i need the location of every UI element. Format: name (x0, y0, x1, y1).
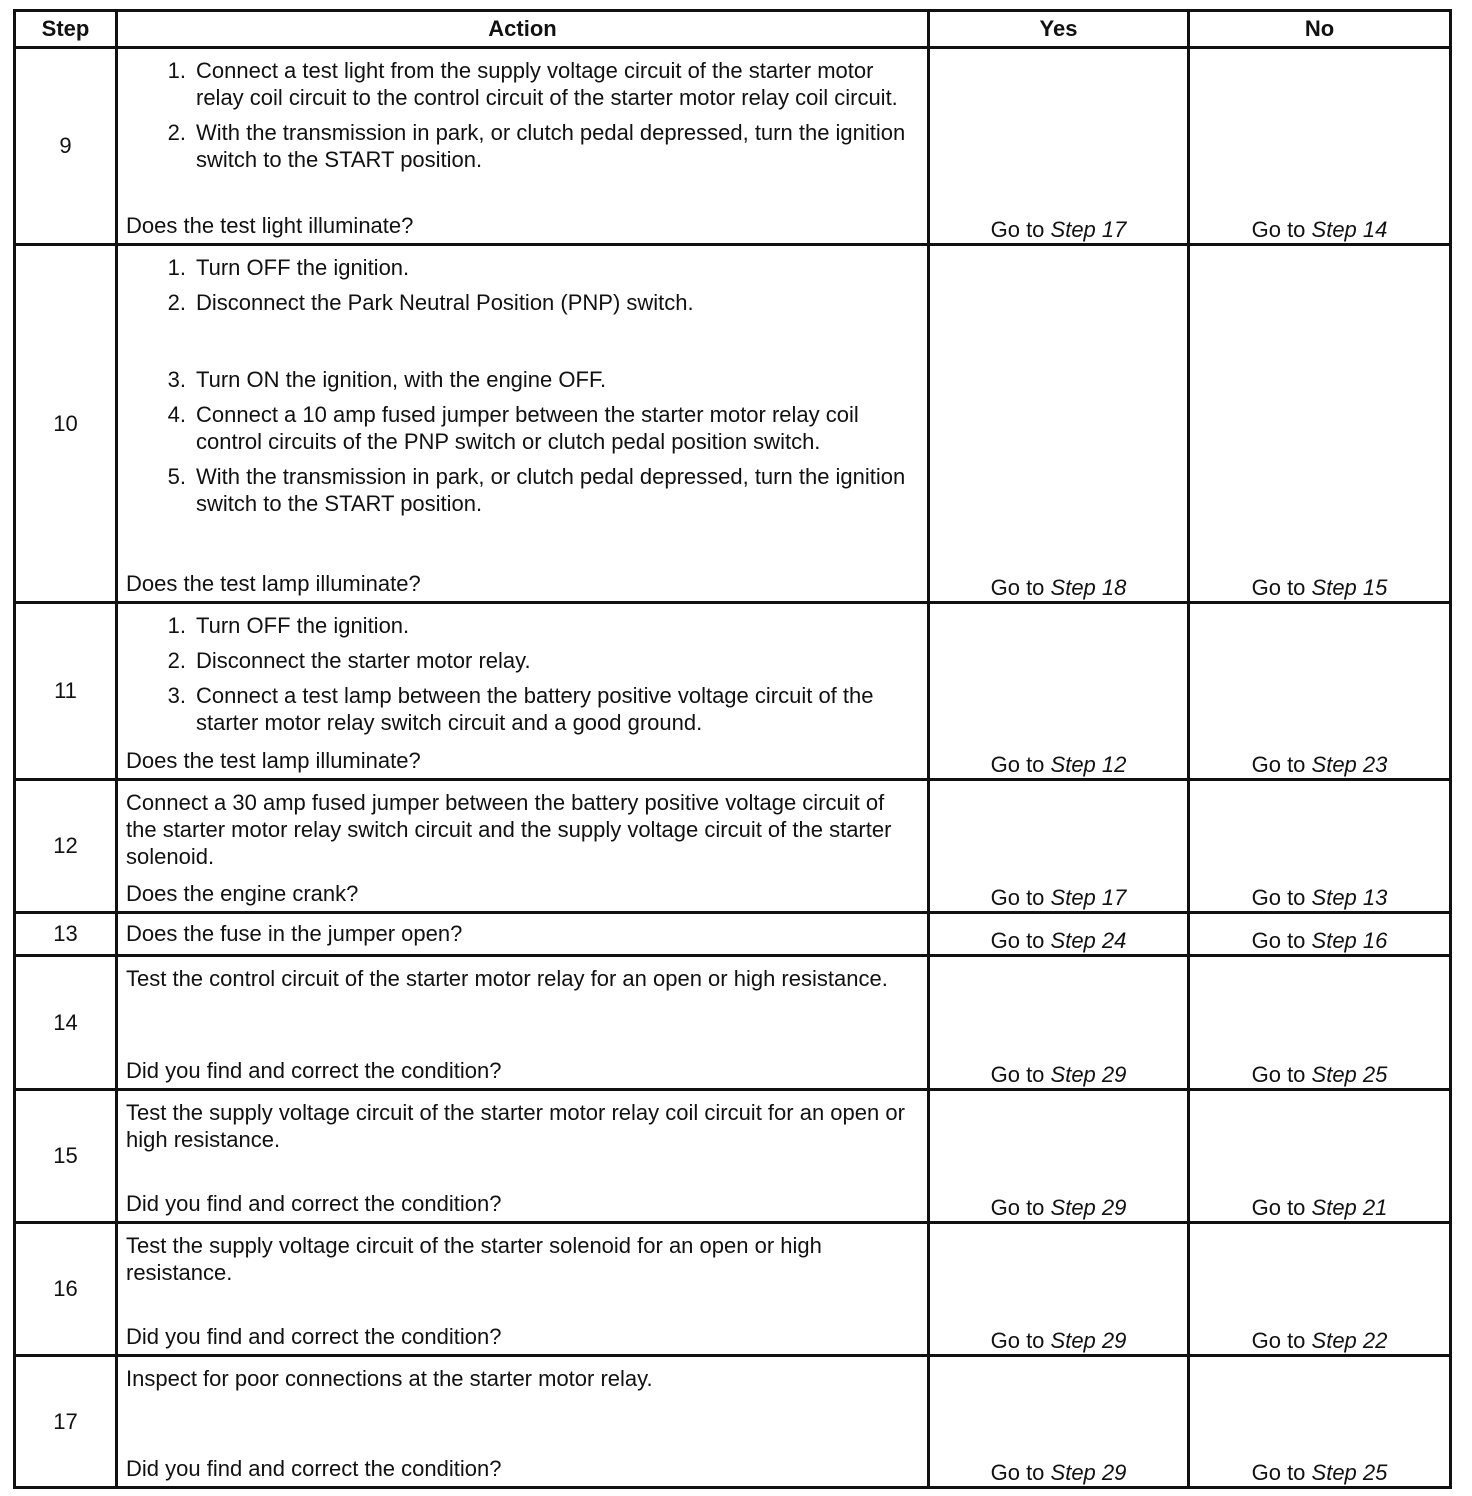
action-step-text: Disconnect the starter motor relay. (196, 648, 531, 673)
action-step-number: 3. (167, 367, 186, 392)
result-yes-cell (929, 1223, 1189, 1356)
goto-prefix: Go to (1251, 1195, 1312, 1220)
step-number: 14 (15, 956, 117, 1090)
action-step-number: 5. (167, 464, 186, 489)
action-content (118, 604, 927, 778)
table-row (15, 603, 1451, 780)
result-yes-cell (929, 48, 1189, 245)
action-question: Does the test light illuminate? (126, 213, 414, 238)
header-step: Step (15, 11, 117, 48)
action-step-number: 1. (167, 613, 186, 638)
result-no-cell (1189, 1356, 1451, 1488)
action-content (118, 1091, 927, 1221)
action-step-text: With the transmission in park, or clutch pedal depressed, turn the ignition switch to the START position. (196, 120, 906, 172)
goto-step-ref[interactable]: Step 24 (1050, 928, 1127, 953)
action-text: Test the supply voltage circuit of the starter solenoid for an open or high resistance. (126, 1233, 822, 1285)
action-step-text: Connect a test lamp between the battery positive voltage circuit of the starter motor relay switch circuit and a good ground. (196, 683, 874, 735)
goto-step-ref[interactable]: Step 25 (1311, 1062, 1388, 1087)
table-row (15, 245, 1451, 603)
action-step-text: Turn OFF the ignition. (196, 255, 410, 280)
result-no-cell (1189, 1223, 1451, 1356)
goto-prefix: Go to (1251, 752, 1312, 777)
action-question: Does the test lamp illuminate? (126, 748, 421, 773)
header-row (15, 11, 1451, 48)
action-instructions (126, 57, 915, 181)
action-step-number: 2. (167, 648, 186, 673)
action-content (118, 1357, 927, 1486)
action-step-item (126, 463, 915, 517)
table-row (15, 956, 1451, 1090)
action-step-item (126, 366, 915, 393)
goto-prefix: Go to (1251, 1460, 1312, 1485)
result-no-cell (1189, 1090, 1451, 1223)
goto-prefix: Go to (990, 1460, 1051, 1485)
action-question: Does the fuse in the jumper open? (126, 921, 463, 946)
action-cell (117, 603, 929, 780)
table-row (15, 780, 1451, 913)
action-content (118, 49, 927, 243)
result-no-cell (1189, 48, 1451, 245)
goto-step-ref[interactable]: Step 15 (1311, 575, 1388, 600)
header-yes: Yes (929, 11, 1189, 48)
action-step-text: Turn ON the ignition, with the engine OFF. (196, 367, 607, 392)
action-question: Did you find and correct the condition? (126, 1324, 502, 1349)
step-number: 9 (15, 48, 117, 245)
action-content (118, 781, 927, 911)
action-step-item (126, 254, 915, 281)
step-number: 10 (15, 245, 117, 603)
goto-prefix: Go to (990, 1062, 1051, 1087)
goto-prefix: Go to (1251, 885, 1312, 910)
step-number: 15 (15, 1090, 117, 1223)
goto-prefix: Go to (1251, 928, 1312, 953)
table-row (15, 1356, 1451, 1488)
step-number: 11 (15, 603, 117, 780)
goto-step-ref[interactable]: Step 29 (1050, 1460, 1127, 1485)
goto-step-ref[interactable]: Step 29 (1050, 1328, 1127, 1353)
step-number: 17 (15, 1356, 117, 1488)
action-step-list (126, 57, 915, 173)
action-content (118, 246, 927, 601)
goto-step-ref[interactable]: Step 22 (1311, 1328, 1388, 1353)
action-cell (117, 1356, 929, 1488)
goto-prefix: Go to (1251, 217, 1312, 242)
action-step-item (126, 612, 915, 639)
result-yes-cell (929, 1356, 1189, 1488)
goto-prefix: Go to (1251, 1328, 1312, 1353)
action-instructions (126, 789, 915, 870)
action-step-item (126, 57, 915, 111)
action-instructions (126, 254, 915, 525)
result-yes-cell (929, 956, 1189, 1090)
action-step-text: Connect a 10 amp fused jumper between the starter motor relay coil control circuits of the PNP switch or clutch pedal position switch. (196, 402, 859, 454)
goto-step-ref[interactable]: Step 13 (1311, 885, 1388, 910)
goto-step-ref[interactable]: Step 18 (1050, 575, 1127, 600)
step-number: 16 (15, 1223, 117, 1356)
result-yes-cell (929, 780, 1189, 913)
action-step-number: 1. (167, 255, 186, 280)
action-text: Test the control circuit of the starter motor relay for an open or high resistance. (126, 966, 888, 991)
action-cell (117, 1223, 929, 1356)
result-yes-cell (929, 245, 1189, 603)
goto-step-ref[interactable]: Step 21 (1311, 1195, 1388, 1220)
goto-prefix: Go to (990, 1195, 1051, 1220)
action-instructions (126, 1365, 915, 1392)
action-step-number: 1. (167, 58, 186, 83)
action-question: Does the engine crank? (126, 881, 359, 906)
goto-step-ref[interactable]: Step 17 (1050, 217, 1127, 242)
action-step-item (126, 647, 915, 674)
result-yes-cell (929, 603, 1189, 780)
goto-prefix: Go to (1251, 1062, 1312, 1087)
action-cell (117, 245, 929, 603)
action-question: Did you find and correct the condition? (126, 1456, 502, 1481)
step-number: 12 (15, 780, 117, 913)
action-question: Did you find and correct the condition? (126, 1058, 502, 1083)
result-no-cell (1189, 603, 1451, 780)
diagnostic-table (13, 9, 1452, 1489)
action-step-text: Turn OFF the ignition. (196, 613, 410, 638)
goto-step-ref[interactable]: Step 17 (1050, 885, 1127, 910)
action-text: Connect a 30 amp fused jumper between the battery positive voltage circuit of the starter motor relay switch circuit and the supply voltage circuit of the starter solenoid. (126, 790, 892, 869)
goto-step-ref[interactable]: Step 12 (1050, 752, 1127, 777)
action-step-number: 3. (167, 683, 186, 708)
table-row (15, 1090, 1451, 1223)
goto-prefix: Go to (1251, 575, 1312, 600)
table-row (15, 48, 1451, 245)
goto-prefix: Go to (990, 752, 1051, 777)
action-text: Inspect for poor connections at the starter motor relay. (126, 1366, 653, 1391)
action-question: Did you find and correct the condition? (126, 1191, 502, 1216)
goto-prefix: Go to (990, 1328, 1051, 1353)
action-step-text: Disconnect the Park Neutral Position (PNP) switch. (196, 290, 694, 315)
action-instructions (126, 965, 915, 992)
goto-prefix: Go to (990, 928, 1051, 953)
result-yes-cell (929, 1090, 1189, 1223)
action-step-item (126, 289, 915, 316)
action-cell (117, 956, 929, 1090)
goto-step-ref[interactable]: Step 14 (1311, 217, 1388, 242)
action-step-number: 2. (167, 120, 186, 145)
action-step-item (126, 401, 915, 455)
action-cell (117, 913, 929, 956)
goto-step-ref[interactable]: Step 23 (1311, 752, 1388, 777)
goto-step-ref[interactable]: Step 16 (1311, 928, 1388, 953)
result-no-cell (1189, 913, 1451, 956)
result-no-cell (1189, 245, 1451, 603)
action-cell (117, 1090, 929, 1223)
table-row (15, 913, 1451, 956)
result-yes-cell (929, 913, 1189, 956)
goto-step-ref[interactable]: Step 29 (1050, 1062, 1127, 1087)
goto-prefix: Go to (990, 575, 1051, 600)
action-cell (117, 48, 929, 245)
header-action: Action (117, 11, 929, 48)
action-instructions (126, 1232, 915, 1286)
goto-prefix: Go to (990, 217, 1051, 242)
action-content (118, 914, 927, 954)
action-step-list (126, 254, 915, 517)
result-no-cell (1189, 956, 1451, 1090)
action-question: Does the test lamp illuminate? (126, 571, 421, 596)
action-text: Test the supply voltage circuit of the starter motor relay coil circuit for an open or high resistance. (126, 1100, 905, 1152)
action-instructions (126, 612, 915, 744)
action-step-number: 2. (167, 290, 186, 315)
action-step-item (126, 119, 915, 173)
action-step-number: 4. (167, 402, 186, 427)
step-number: 13 (15, 913, 117, 956)
header-no: No (1189, 11, 1451, 48)
action-step-text: Connect a test light from the supply voltage circuit of the starter motor relay coil circuit to the control circuit of the starter motor relay coil circuit. (196, 58, 898, 110)
action-step-text: With the transmission in park, or clutch pedal depressed, turn the ignition switch to the START position. (196, 464, 906, 516)
action-cell (117, 780, 929, 913)
goto-step-ref[interactable]: Step 29 (1050, 1195, 1127, 1220)
action-step-item (126, 682, 915, 736)
result-no-cell (1189, 780, 1451, 913)
goto-prefix: Go to (990, 885, 1051, 910)
goto-step-ref[interactable]: Step 25 (1311, 1460, 1388, 1485)
action-content (118, 957, 927, 1088)
table-row (15, 1223, 1451, 1356)
action-content (118, 1224, 927, 1354)
action-instructions (126, 1099, 915, 1153)
action-step-list (126, 612, 915, 736)
